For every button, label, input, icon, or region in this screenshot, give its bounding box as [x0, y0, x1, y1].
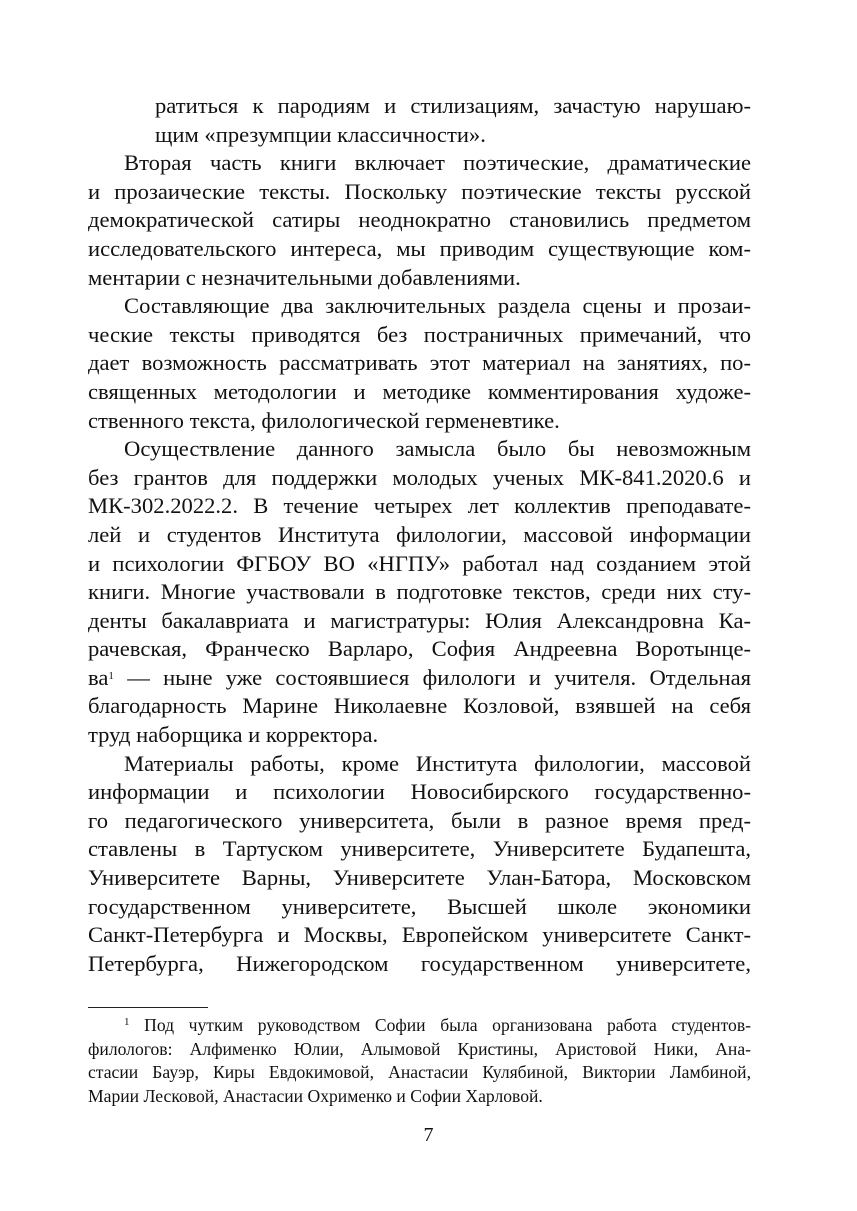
text-line: ратиться к пародиям и стилизациям, зачастую нарушаю- — [155, 93, 751, 118]
text-line: информации и психологии Новосибирского государственно- — [88, 779, 751, 805]
footnote-line: стасии Бауэр, Киры Евдокимовой, Анастасии Кулябиной, Виктории Ламбиной, — [88, 1062, 751, 1082]
footnote-marker: 1 — [124, 1015, 130, 1028]
text-line: демократической сатиры неоднократно становились предметом — [88, 207, 751, 233]
text-line: го педагогического университета, были в разное время пред- — [88, 807, 751, 833]
text-line: исследовательского интереса, мы приводим существующие ком- — [88, 235, 751, 261]
text-line: Вторая часть книги включает поэтические, драматические — [124, 150, 751, 176]
page-number: 7 — [423, 1124, 434, 1146]
text-line: благодарность Марине Николаевне Козловой, взявшей на себя — [88, 693, 751, 719]
text-line: государственном университете, Высшей школе экономики — [88, 893, 751, 919]
footnote-line: филологов: Алфименко Юлии, Алымовой Кристины, Аристовой Ники, Ана- — [88, 1038, 751, 1059]
line-start: ва — [88, 664, 109, 690]
text-line: Составляющие два заключительных раздела сцены и прозаи- — [124, 293, 751, 319]
text-line: лей и студентов Института филологии, массовой информации — [88, 521, 751, 547]
footnote-text: Под чутким руководством Софии была организована работа студентов- — [144, 1015, 751, 1035]
text-line: щим «презумпции классичности». — [155, 121, 486, 147]
text-line: священных методологии и методике комментирования художе- — [88, 378, 751, 404]
text-line: ментарии с незначительными добавлениями. — [88, 264, 521, 290]
text-line — [88, 664, 751, 693]
text-line: Университете Варны, Университете Улан-Батора, Московском — [88, 865, 751, 891]
main-text — [88, 92, 751, 978]
footnote-line: Марии Лесковой, Анастасии Охрименко и Софии Харловой. — [88, 1085, 543, 1106]
text-line: и психологии ФГБОУ ВО «НГПУ» работал над созданием этой — [88, 550, 751, 576]
line-rest: — ныне уже состоявшиеся филологи и учителя. Отдельная — [127, 664, 751, 690]
footnote-divider — [88, 1007, 208, 1008]
footnote — [88, 1014, 751, 1108]
text-line: ческие тексты приводятся без постраничных примечаний, что — [88, 321, 751, 347]
text-line: Материалы работы, кроме Института филологии, массовой — [124, 750, 751, 776]
footnote-line — [88, 1014, 751, 1038]
text-line: книги. Многие участвовали в подготовке текстов, среди них сту- — [88, 579, 751, 605]
text-line: ственного текста, филологической герменевтике. — [88, 407, 560, 433]
text-line: Санкт-Петербурга и Москвы, Европейском университете Санкт- — [88, 922, 751, 948]
text-line: без грантов для поддержки молодых ученых МК-841.2020.6 и — [88, 464, 751, 490]
text-line: ставлены в Тартуском университете, Университете Будапешта, — [88, 836, 751, 862]
text-line: денты бакалавриата и магистратуры: Юлия Александровна Ка- — [88, 607, 751, 633]
text-line: МК-302.2022.2. В течение четырех лет коллектив преподавате- — [88, 493, 751, 519]
text-line: труд наборщика и корректора. — [88, 722, 379, 748]
text-line: дает возможность рассматривать этот материал на занятиях, по- — [88, 350, 751, 376]
footnote-ref: 1 — [108, 669, 114, 682]
text-line: Осуществление данного замысла было бы невозможным — [124, 436, 751, 462]
text-line: и прозаические тексты. Поскольку поэтические тексты русской — [88, 178, 751, 204]
text-line: Петербурга, Нижегородском государственном университете, — [88, 950, 751, 976]
text-line: рачевская, Франческо Варларо, София Андреевна Воротынце- — [88, 636, 751, 662]
